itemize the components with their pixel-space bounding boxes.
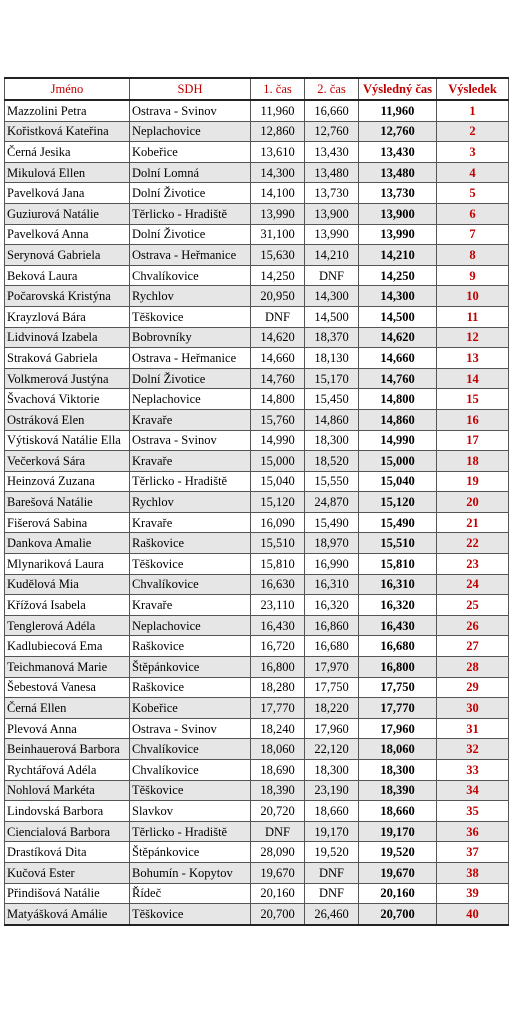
cell-time-1: 18,280 <box>251 677 305 698</box>
cell-sdh: Chvalíkovice <box>130 739 251 760</box>
table-row <box>5 492 509 513</box>
cell-result: 3 <box>437 142 509 163</box>
cell-sdh: Kravaře <box>130 595 251 616</box>
cell-name: Ostráková Elen <box>5 409 130 430</box>
cell-final-time: 14,500 <box>359 306 437 327</box>
cell-final-time: 15,810 <box>359 554 437 575</box>
cell-name: Černá Jesika <box>5 142 130 163</box>
cell-time-1: 23,110 <box>251 595 305 616</box>
cell-name: Tenglerová Adéla <box>5 615 130 636</box>
table-row <box>5 842 509 863</box>
cell-final-time: 14,210 <box>359 245 437 266</box>
cell-name: Šebestová Vanesa <box>5 677 130 698</box>
cell-time-2: 13,730 <box>305 183 359 204</box>
cell-final-time: 20,160 <box>359 883 437 904</box>
cell-time-2: DNF <box>305 883 359 904</box>
table-row <box>5 677 509 698</box>
table-row <box>5 203 509 224</box>
header-name: Jméno <box>5 78 130 100</box>
cell-time-2: 18,660 <box>305 801 359 822</box>
cell-time-2: 18,370 <box>305 327 359 348</box>
cell-name: Kučová Ester <box>5 862 130 883</box>
cell-sdh: Neplachovice <box>130 389 251 410</box>
cell-name: Drastíková Dita <box>5 842 130 863</box>
cell-sdh: Kobeřice <box>130 142 251 163</box>
cell-sdh: Těrlicko - Hradiště <box>130 203 251 224</box>
cell-result: 1 <box>437 100 509 121</box>
cell-time-2: 13,430 <box>305 142 359 163</box>
table-row <box>5 862 509 883</box>
cell-time-1: 14,250 <box>251 265 305 286</box>
cell-final-time: 20,700 <box>359 904 437 925</box>
cell-time-1: 20,950 <box>251 286 305 307</box>
cell-time-1: DNF <box>251 306 305 327</box>
cell-name: Fišerová Sabina <box>5 512 130 533</box>
table-row <box>5 327 509 348</box>
cell-name: Barešová Natálie <box>5 492 130 513</box>
cell-sdh: Raškovice <box>130 533 251 554</box>
cell-time-2: 18,220 <box>305 698 359 719</box>
table-row <box>5 183 509 204</box>
cell-time-2: 17,750 <box>305 677 359 698</box>
cell-final-time: 18,660 <box>359 801 437 822</box>
cell-sdh: Rychlov <box>130 492 251 513</box>
cell-time-2: 13,900 <box>305 203 359 224</box>
cell-time-1: 15,510 <box>251 533 305 554</box>
cell-name: Mazzolini Petra <box>5 100 130 121</box>
cell-final-time: 16,430 <box>359 615 437 636</box>
cell-time-1: 15,000 <box>251 451 305 472</box>
cell-time-2: 14,300 <box>305 286 359 307</box>
cell-time-2: 16,310 <box>305 574 359 595</box>
cell-time-2: 13,480 <box>305 162 359 183</box>
cell-time-2: 16,660 <box>305 100 359 121</box>
cell-time-2: 18,300 <box>305 430 359 451</box>
table-body <box>5 100 509 925</box>
table-row <box>5 409 509 430</box>
cell-sdh: Kravaře <box>130 512 251 533</box>
cell-time-1: 14,800 <box>251 389 305 410</box>
table-row <box>5 698 509 719</box>
table-row <box>5 100 509 121</box>
cell-sdh: Kobeřice <box>130 698 251 719</box>
table-row <box>5 471 509 492</box>
table-row <box>5 801 509 822</box>
cell-time-1: 18,690 <box>251 760 305 781</box>
cell-final-time: 15,040 <box>359 471 437 492</box>
cell-sdh: Dolní Životice <box>130 224 251 245</box>
header-time-2: 2. čas <box>305 78 359 100</box>
cell-result: 23 <box>437 554 509 575</box>
cell-name: Kadlubiecová Ema <box>5 636 130 657</box>
table-row <box>5 615 509 636</box>
table-row <box>5 512 509 533</box>
cell-final-time: 14,990 <box>359 430 437 451</box>
cell-final-time: 15,120 <box>359 492 437 513</box>
cell-time-1: 15,810 <box>251 554 305 575</box>
cell-final-time: 19,170 <box>359 821 437 842</box>
cell-result: 29 <box>437 677 509 698</box>
cell-sdh: Dolní Lomná <box>130 162 251 183</box>
cell-name: Krayzlová Bára <box>5 306 130 327</box>
table-row <box>5 739 509 760</box>
cell-time-2: 18,130 <box>305 348 359 369</box>
cell-result: 14 <box>437 368 509 389</box>
cell-time-2: 14,210 <box>305 245 359 266</box>
cell-result: 21 <box>437 512 509 533</box>
cell-result: 4 <box>437 162 509 183</box>
cell-result: 9 <box>437 265 509 286</box>
cell-result: 13 <box>437 348 509 369</box>
cell-sdh: Bobrovníky <box>130 327 251 348</box>
cell-time-2: 15,490 <box>305 512 359 533</box>
cell-name: Pavelková Jana <box>5 183 130 204</box>
cell-name: Přindišová Natálie <box>5 883 130 904</box>
cell-name: Lindovská Barbora <box>5 801 130 822</box>
cell-name: Švachová Viktorie <box>5 389 130 410</box>
cell-result: 33 <box>437 760 509 781</box>
cell-sdh: Kravaře <box>130 409 251 430</box>
cell-time-2: DNF <box>305 265 359 286</box>
cell-final-time: 18,390 <box>359 780 437 801</box>
cell-time-2: 22,120 <box>305 739 359 760</box>
cell-name: Mikulová Ellen <box>5 162 130 183</box>
cell-time-1: 18,390 <box>251 780 305 801</box>
cell-time-2: 18,520 <box>305 451 359 472</box>
cell-final-time: 19,670 <box>359 862 437 883</box>
cell-time-1: 14,760 <box>251 368 305 389</box>
cell-time-1: 16,090 <box>251 512 305 533</box>
cell-name: Heinzová Zuzana <box>5 471 130 492</box>
cell-result: 25 <box>437 595 509 616</box>
cell-name: Guziurová Natálie <box>5 203 130 224</box>
table-row <box>5 574 509 595</box>
cell-time-1: 16,430 <box>251 615 305 636</box>
table-row <box>5 451 509 472</box>
cell-final-time: 15,490 <box>359 512 437 533</box>
table-row <box>5 821 509 842</box>
cell-sdh: Ostrava - Heřmanice <box>130 348 251 369</box>
cell-final-time: 17,770 <box>359 698 437 719</box>
cell-time-2: 19,520 <box>305 842 359 863</box>
cell-time-2: 14,500 <box>305 306 359 327</box>
cell-sdh: Těškovice <box>130 306 251 327</box>
cell-name: Volkmerová Justýna <box>5 368 130 389</box>
cell-sdh: Chvalíkovice <box>130 265 251 286</box>
cell-time-2: 16,320 <box>305 595 359 616</box>
cell-name: Pavelková Anna <box>5 224 130 245</box>
cell-time-1: 12,860 <box>251 121 305 142</box>
table-row <box>5 245 509 266</box>
cell-time-2: 16,680 <box>305 636 359 657</box>
table-row <box>5 224 509 245</box>
cell-result: 11 <box>437 306 509 327</box>
cell-result: 10 <box>437 286 509 307</box>
cell-result: 15 <box>437 389 509 410</box>
cell-time-1: 19,670 <box>251 862 305 883</box>
cell-time-1: 13,610 <box>251 142 305 163</box>
cell-sdh: Bohumín - Kopytov <box>130 862 251 883</box>
cell-result: 35 <box>437 801 509 822</box>
cell-name: Lidvinová Izabela <box>5 327 130 348</box>
cell-sdh: Dolní Životice <box>130 368 251 389</box>
cell-time-1: 20,160 <box>251 883 305 904</box>
cell-sdh: Štěpánkovice <box>130 842 251 863</box>
cell-sdh: Dolní Životice <box>130 183 251 204</box>
cell-result: 6 <box>437 203 509 224</box>
cell-time-1: 14,990 <box>251 430 305 451</box>
cell-name: Výtisková Natálie Ella <box>5 430 130 451</box>
cell-name: Straková Gabriela <box>5 348 130 369</box>
cell-time-1: 17,770 <box>251 698 305 719</box>
cell-time-1: 16,720 <box>251 636 305 657</box>
cell-sdh: Ostrava - Heřmanice <box>130 245 251 266</box>
cell-name: Matyášková Amálie <box>5 904 130 925</box>
cell-result: 22 <box>437 533 509 554</box>
table-row <box>5 554 509 575</box>
table-row <box>5 533 509 554</box>
cell-time-1: 16,630 <box>251 574 305 595</box>
cell-final-time: 13,430 <box>359 142 437 163</box>
table-row <box>5 286 509 307</box>
cell-time-1: 20,700 <box>251 904 305 925</box>
cell-sdh: Těškovice <box>130 554 251 575</box>
cell-sdh: Ostrava - Svinov <box>130 430 251 451</box>
cell-result: 18 <box>437 451 509 472</box>
cell-time-1: 14,300 <box>251 162 305 183</box>
cell-final-time: 15,510 <box>359 533 437 554</box>
cell-final-time: 17,960 <box>359 718 437 739</box>
cell-time-1: 14,100 <box>251 183 305 204</box>
cell-name: Beinhauerová Barbora <box>5 739 130 760</box>
cell-time-2: 17,970 <box>305 657 359 678</box>
cell-final-time: 14,620 <box>359 327 437 348</box>
cell-time-2: 17,960 <box>305 718 359 739</box>
cell-time-2: 18,970 <box>305 533 359 554</box>
cell-final-time: 16,310 <box>359 574 437 595</box>
header-time-1: 1. čas <box>251 78 305 100</box>
cell-result: 38 <box>437 862 509 883</box>
cell-name: Kudělová Mia <box>5 574 130 595</box>
cell-result: 40 <box>437 904 509 925</box>
cell-sdh: Řídeč <box>130 883 251 904</box>
table-row <box>5 389 509 410</box>
cell-time-1: 28,090 <box>251 842 305 863</box>
table-row <box>5 348 509 369</box>
cell-result: 39 <box>437 883 509 904</box>
cell-name: Beková Laura <box>5 265 130 286</box>
cell-name: Večerková Sára <box>5 451 130 472</box>
cell-sdh: Ostrava - Svinov <box>130 718 251 739</box>
cell-result: 30 <box>437 698 509 719</box>
cell-sdh: Ostrava - Svinov <box>130 100 251 121</box>
table-header <box>5 78 509 100</box>
cell-time-2: 16,860 <box>305 615 359 636</box>
cell-result: 7 <box>437 224 509 245</box>
cell-final-time: 14,250 <box>359 265 437 286</box>
cell-name: Nohlová Markéta <box>5 780 130 801</box>
cell-time-1: 15,760 <box>251 409 305 430</box>
cell-name: Černá Ellen <box>5 698 130 719</box>
cell-result: 26 <box>437 615 509 636</box>
cell-time-1: 18,060 <box>251 739 305 760</box>
cell-time-1: 11,960 <box>251 100 305 121</box>
cell-time-1: 18,240 <box>251 718 305 739</box>
cell-time-1: 14,660 <box>251 348 305 369</box>
cell-sdh: Kravaře <box>130 451 251 472</box>
cell-name: Serynová Gabriela <box>5 245 130 266</box>
cell-result: 36 <box>437 821 509 842</box>
header-final-time: Výsledný čas <box>359 78 437 100</box>
cell-name: Plevová Anna <box>5 718 130 739</box>
cell-time-2: 15,550 <box>305 471 359 492</box>
cell-time-1: DNF <box>251 821 305 842</box>
cell-final-time: 13,480 <box>359 162 437 183</box>
cell-time-2: DNF <box>305 862 359 883</box>
cell-final-time: 13,730 <box>359 183 437 204</box>
cell-final-time: 13,990 <box>359 224 437 245</box>
cell-time-2: 12,760 <box>305 121 359 142</box>
cell-time-2: 19,170 <box>305 821 359 842</box>
table-row <box>5 883 509 904</box>
cell-sdh: Neplachovice <box>130 121 251 142</box>
cell-time-2: 24,870 <box>305 492 359 513</box>
cell-result: 12 <box>437 327 509 348</box>
cell-time-2: 26,460 <box>305 904 359 925</box>
cell-final-time: 14,800 <box>359 389 437 410</box>
header-row <box>5 78 509 100</box>
cell-final-time: 16,680 <box>359 636 437 657</box>
cell-final-time: 15,000 <box>359 451 437 472</box>
table-row <box>5 760 509 781</box>
cell-time-1: 20,720 <box>251 801 305 822</box>
table-row <box>5 657 509 678</box>
cell-sdh: Raškovice <box>130 677 251 698</box>
cell-final-time: 18,060 <box>359 739 437 760</box>
table-row <box>5 595 509 616</box>
results-table <box>4 77 509 926</box>
cell-final-time: 14,660 <box>359 348 437 369</box>
cell-name: Rychtářová Adéla <box>5 760 130 781</box>
table-row <box>5 142 509 163</box>
cell-time-1: 15,630 <box>251 245 305 266</box>
cell-result: 20 <box>437 492 509 513</box>
cell-final-time: 14,860 <box>359 409 437 430</box>
cell-sdh: Neplachovice <box>130 615 251 636</box>
cell-result: 34 <box>437 780 509 801</box>
cell-time-2: 15,450 <box>305 389 359 410</box>
cell-time-2: 13,990 <box>305 224 359 245</box>
cell-name: Počarovská Kristýna <box>5 286 130 307</box>
table-row <box>5 636 509 657</box>
cell-final-time: 14,300 <box>359 286 437 307</box>
cell-time-2: 16,990 <box>305 554 359 575</box>
cell-result: 32 <box>437 739 509 760</box>
table-row <box>5 904 509 925</box>
cell-result: 2 <box>437 121 509 142</box>
table-row <box>5 306 509 327</box>
cell-name: Kořistková Kateřina <box>5 121 130 142</box>
cell-result: 16 <box>437 409 509 430</box>
cell-result: 28 <box>437 657 509 678</box>
cell-time-2: 14,860 <box>305 409 359 430</box>
cell-result: 5 <box>437 183 509 204</box>
cell-sdh: Těškovice <box>130 780 251 801</box>
cell-name: Ciencialová Barbora <box>5 821 130 842</box>
cell-name: Dankova Amalie <box>5 533 130 554</box>
table-row <box>5 162 509 183</box>
cell-time-2: 23,190 <box>305 780 359 801</box>
cell-time-1: 13,990 <box>251 203 305 224</box>
table-row <box>5 430 509 451</box>
cell-sdh: Těrlicko - Hradiště <box>130 471 251 492</box>
cell-time-1: 31,100 <box>251 224 305 245</box>
cell-final-time: 11,960 <box>359 100 437 121</box>
cell-sdh: Štěpánkovice <box>130 657 251 678</box>
cell-result: 8 <box>437 245 509 266</box>
header-result: Výsledek <box>437 78 509 100</box>
cell-result: 19 <box>437 471 509 492</box>
cell-result: 24 <box>437 574 509 595</box>
cell-time-1: 15,120 <box>251 492 305 513</box>
cell-name: Křížová Isabela <box>5 595 130 616</box>
cell-sdh: Rychlov <box>130 286 251 307</box>
cell-final-time: 13,900 <box>359 203 437 224</box>
cell-sdh: Chvalíkovice <box>130 574 251 595</box>
cell-sdh: Těškovice <box>130 904 251 925</box>
cell-name: Teichmanová Marie <box>5 657 130 678</box>
cell-result: 37 <box>437 842 509 863</box>
cell-final-time: 17,750 <box>359 677 437 698</box>
cell-final-time: 18,300 <box>359 760 437 781</box>
results-sheet <box>4 77 508 926</box>
cell-result: 17 <box>437 430 509 451</box>
cell-sdh: Chvalíkovice <box>130 760 251 781</box>
cell-final-time: 16,800 <box>359 657 437 678</box>
cell-time-1: 16,800 <box>251 657 305 678</box>
cell-time-2: 15,170 <box>305 368 359 389</box>
cell-result: 31 <box>437 718 509 739</box>
cell-final-time: 14,760 <box>359 368 437 389</box>
table-row <box>5 265 509 286</box>
cell-time-2: 18,300 <box>305 760 359 781</box>
cell-sdh: Těrlicko - Hradiště <box>130 821 251 842</box>
cell-sdh: Slavkov <box>130 801 251 822</box>
cell-name: Mlynariková Laura <box>5 554 130 575</box>
cell-final-time: 19,520 <box>359 842 437 863</box>
cell-result: 27 <box>437 636 509 657</box>
cell-final-time: 16,320 <box>359 595 437 616</box>
table-row <box>5 368 509 389</box>
cell-time-1: 15,040 <box>251 471 305 492</box>
cell-final-time: 12,760 <box>359 121 437 142</box>
table-row <box>5 121 509 142</box>
cell-sdh: Raškovice <box>130 636 251 657</box>
table-row <box>5 780 509 801</box>
header-sdh: SDH <box>130 78 251 100</box>
cell-time-1: 14,620 <box>251 327 305 348</box>
table-row <box>5 718 509 739</box>
